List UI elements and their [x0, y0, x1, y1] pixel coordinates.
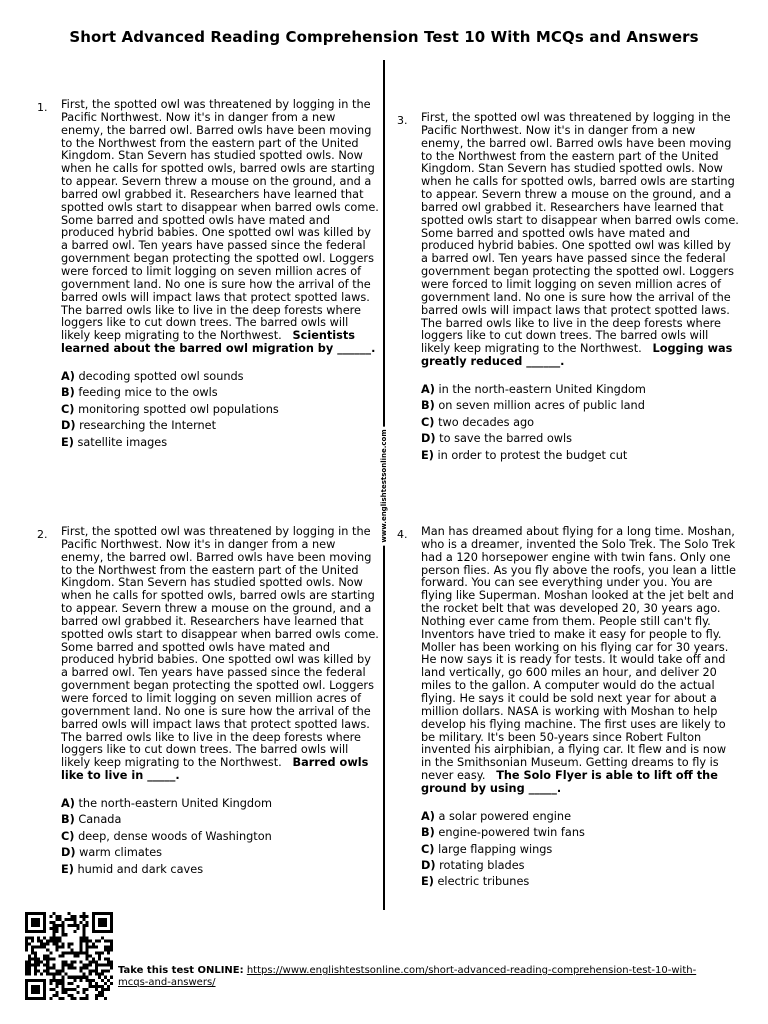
answer-option-a[interactable]: [421, 382, 739, 398]
answer-options: [421, 382, 739, 464]
option-letter: B): [61, 813, 75, 827]
option-text: large flapping wings: [438, 842, 553, 856]
answer-option-a[interactable]: [61, 796, 379, 812]
option-text: in order to protest the budget cut: [437, 448, 628, 462]
option-text: satellite images: [77, 435, 168, 449]
page-title: Short Advanced Reading Comprehension Test 10 With MCQs and Answers: [69, 28, 699, 46]
question-passage: [421, 526, 739, 796]
answer-option-e[interactable]: [61, 435, 379, 451]
option-letter: B): [61, 386, 75, 400]
passage-text: First, the spotted owl was threatened by logging in the Pacific Northwest. Now it's in danger from a new enemy, the barred owl. Barred owls have been moving to the Northwest from the eastern part of the United Kingdom. Stan Severn has studied spotted owls. Now when he calls for spotted owls, barred owls are starting to appear. Severn threw a mouse on the ground, and a barred owl grabbed it. Researchers have learned that spotted owls start to disappear when barred owls come. Some barred and spotted owls have mated and produced hybrid babies. One spotted owl was killed by a barred owl. Ten years have passed since the federal government began protecting the spotted owl. Loggers were forced to limit logging on seven million acres of government land. No one is sure how the arrival of the barred owls will impact laws that protect spotted laws. The barred owls like to live in the deep forests where loggers like to cut down trees. The barred owls will likely keep migrating to the Northwest.: [421, 111, 739, 356]
option-letter: C): [421, 842, 435, 856]
passage-text: First, the spotted owl was threatened by logging in the Pacific Northwest. Now it's in danger from a new enemy, the barred owl. Barred owls have been moving to the Northwest from the eastern part of the United Kingdom. Stan Severn has studied spotted owls. Now when he calls for spotted owls, barred owls are starting to appear. Severn threw a mouse on the ground, and a barred owl grabbed it. Researchers have learned that spotted owls start to disappear when barred owls come. Some barred and spotted owls have mated and produced hybrid babies. One spotted owl was killed by a barred owl. Ten years have passed since the federal government began protecting the spotted owl. Loggers were forced to limit logging on seven million acres of government land. No one is sure how the arrival of the barred owls will impact laws that protect spotted laws. The barred owls like to live in the deep forests where loggers like to cut down trees. The barred owls will likely keep migrating to the Northwest.: [61, 525, 379, 770]
option-letter: A): [421, 809, 435, 823]
answer-options: [61, 796, 379, 878]
question-prompt: Barred owls like to live in _____.: [61, 756, 369, 783]
option-letter: A): [61, 369, 75, 383]
option-letter: B): [421, 826, 435, 840]
question-number: 1.: [37, 101, 48, 114]
answer-option-c[interactable]: [421, 842, 739, 858]
option-letter: C): [61, 829, 75, 843]
answer-option-a[interactable]: [421, 809, 739, 825]
option-text: on seven million acres of public land: [438, 399, 645, 413]
option-text: Canada: [78, 813, 122, 827]
option-text: two decades ago: [438, 415, 535, 429]
option-text: in the north-eastern United Kingdom: [438, 382, 646, 396]
answer-option-b[interactable]: [61, 812, 379, 828]
option-text: warm climates: [79, 846, 163, 860]
option-letter: E): [421, 875, 434, 889]
question-prompt: Scientists learned about the barred owl migration by ______.: [61, 329, 376, 356]
answer-option-c[interactable]: [421, 415, 739, 431]
option-letter: D): [421, 432, 436, 446]
footer: [118, 965, 718, 989]
question-number: 2.: [37, 528, 48, 541]
question-1: [37, 98, 379, 451]
answer-option-e[interactable]: [421, 448, 739, 464]
option-text: feeding mice to the owls: [78, 386, 218, 400]
answer-option-b[interactable]: [61, 385, 379, 401]
answer-option-e[interactable]: [61, 862, 379, 878]
passage-text: First, the spotted owl was threatened by logging in the Pacific Northwest. Now it's in danger from a new enemy, the barred owl. Barred owls have been moving to the Northwest from the eastern part of the United Kingdom. Stan Severn has studied spotted owls. Now when he calls for spotted owls, barred owls are starting to appear. Severn threw a mouse on the ground, and a barred owl grabbed it. Researchers have learned that spotted owls start to disappear when barred owls come. Some barred and spotted owls have mated and produced hybrid babies. One spotted owl was killed by a barred owl. Ten years have passed since the federal government began protecting the spotted owl. Loggers were forced to limit logging on seven million acres of government land. No one is sure how the arrival of the barred owls will impact laws that protect spotted laws. The barred owls like to live in the deep forests where loggers like to cut down trees. The barred owls will likely keep migrating to the Northwest.: [61, 98, 379, 343]
question-4: [397, 525, 739, 891]
option-letter: E): [61, 862, 74, 876]
option-letter: D): [421, 858, 436, 872]
option-letter: A): [421, 382, 435, 396]
option-letter: C): [421, 415, 435, 429]
answer-option-d[interactable]: [421, 858, 739, 874]
question-passage: [61, 526, 379, 783]
option-text: humid and dark caves: [77, 862, 204, 876]
answer-option-c[interactable]: [61, 402, 379, 418]
site-watermark: www.englishtestsonline.com: [378, 426, 390, 545]
question-prompt: Logging was greatly reduced ______.: [421, 342, 733, 369]
answer-options: [61, 369, 379, 451]
option-text: monitoring spotted owl populations: [78, 402, 279, 416]
option-letter: D): [61, 419, 76, 433]
test-online-link[interactable]: https://www.englishtestsonline.com/short-advanced-reading-comprehension-test-10-with-mcqs-and-answers/: [118, 965, 697, 988]
option-text: rotating blades: [439, 858, 525, 872]
option-letter: E): [61, 435, 74, 449]
question-number: 4.: [397, 528, 408, 541]
answer-option-d[interactable]: [421, 431, 739, 447]
answer-option-b[interactable]: [421, 398, 739, 414]
answer-option-b[interactable]: [421, 825, 739, 841]
qr-code[interactable]: [25, 912, 113, 1000]
option-text: researching the Internet: [79, 419, 217, 433]
answer-option-a[interactable]: [61, 369, 379, 385]
answer-options: [421, 809, 739, 891]
question-2: [37, 525, 379, 878]
option-text: deep, dense woods of Washington: [78, 829, 272, 843]
option-text: engine-powered twin fans: [438, 826, 585, 840]
footer-label: Take this test ONLINE:: [118, 965, 244, 976]
option-letter: E): [421, 448, 434, 462]
answer-option-d[interactable]: [61, 418, 379, 434]
option-text: to save the barred owls: [439, 432, 573, 446]
question-passage: [61, 99, 379, 356]
question-3: [397, 111, 739, 464]
option-text: a solar powered engine: [438, 809, 572, 823]
answer-option-d[interactable]: [61, 845, 379, 861]
question-passage: [421, 112, 739, 369]
option-text: electric tribunes: [437, 875, 530, 889]
answer-option-c[interactable]: [61, 829, 379, 845]
passage-text: Man has dreamed about flying for a long time. Moshan, who is a dreamer, invented the Solo Trek. The Solo Trek had a 120 horsepower engine with twin fans. Only one person flies. As you fly above the roofs, you lean a little forward. You can see everything under you. You are flying like Superman. Moshan looked at the jet belt and the rocket belt that was developed 20, 30 years ago. Nothing ever came from them. People still can't fly. Inventors have tried to make it easy for people to fly. Moller has been working on his flying car for 30 years. He now says it is ready for tests. It would take off and land vertically, go 600 miles an hour, and deliver 20 miles to the gallon. A computer would do the actual flying. He says it could be sold next year for about a million dollars. NASA is working with Moshan to help develop his flying machine. The first uses are likely to be military. It's been 50-years since Robert Fulton invented his airphibian, a flying car. It flew and is now in the Smithsonian Museum. Getting dreams to fly is never easy.: [421, 525, 737, 783]
option-letter: A): [61, 796, 75, 810]
option-letter: D): [61, 846, 76, 860]
option-text: the north-eastern United Kingdom: [78, 796, 273, 810]
option-letter: C): [61, 402, 75, 416]
question-prompt: The Solo Flyer is able to lift off the ground by using _____.: [421, 769, 718, 795]
option-letter: B): [421, 399, 435, 413]
question-number: 3.: [397, 114, 408, 127]
answer-option-e[interactable]: [421, 874, 739, 890]
option-text: decoding spotted owl sounds: [78, 369, 244, 383]
